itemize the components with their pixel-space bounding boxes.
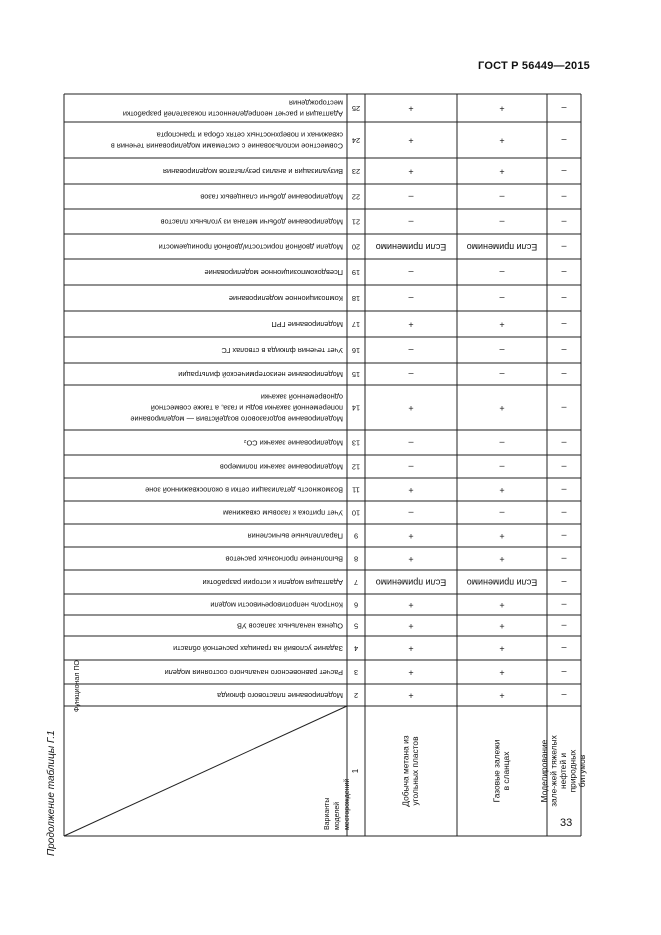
document-standard-header: ГОСТ Р 56449—2015: [478, 60, 590, 72]
row-value: –: [499, 293, 505, 304]
row-value: +: [499, 690, 505, 701]
row-number: 15: [351, 370, 361, 380]
row-value: +: [408, 531, 414, 542]
row-label: Моделирование ГРП: [271, 320, 343, 330]
row-label: Композиционное моделирование: [228, 294, 343, 304]
row-label: Оценка начальных запасов УВ: [236, 621, 343, 631]
row-value: –: [561, 319, 567, 330]
row-label: Моделирование неизотермической фильтрации: [178, 370, 343, 380]
diagonal-label-variants: Варианты: [323, 797, 331, 830]
row-number: 2: [353, 691, 359, 701]
variant-header-line: битумов: [577, 754, 588, 788]
variant-header-line: природных: [567, 749, 578, 793]
row-value: +: [408, 135, 414, 146]
row-value: –: [561, 508, 567, 519]
row-number: 8: [353, 554, 359, 564]
row-label: Моделирование пластового флюида: [217, 691, 343, 701]
row-number: 20: [351, 242, 361, 252]
row-value: +: [499, 643, 505, 654]
row-number: 18: [351, 294, 361, 304]
row-value: +: [499, 600, 505, 611]
row-value: –: [561, 369, 567, 380]
row-value: +: [408, 600, 414, 611]
row-label: Модели двойной пористости/двойной проницаемости: [158, 242, 343, 252]
row-value: –: [561, 217, 567, 228]
row-label: Расчет равновесного начального состояния модели: [164, 668, 343, 678]
row-value: +: [408, 554, 414, 565]
row-number: 14: [351, 403, 361, 413]
header-diagonal: [64, 706, 347, 836]
table-cells: [74, 99, 587, 830]
row-number: 4: [353, 644, 359, 654]
row-label: скважинах и поверхностных сетях сбора и транспорта: [156, 130, 343, 140]
row-label: Моделирование водогазового воздействия — моделирование: [130, 414, 343, 424]
row-value: +: [408, 485, 414, 496]
row-value: +: [408, 643, 414, 654]
row-number: 17: [351, 320, 361, 330]
row-value: –: [408, 217, 414, 228]
row-value: –: [561, 192, 567, 203]
row-value: –: [561, 242, 567, 253]
row-value: Если применимо: [375, 577, 447, 588]
variant-header-line: нефтей и: [558, 752, 569, 790]
row-value: +: [408, 690, 414, 701]
row-label: Возможность детализации сетки в околоскважинной зоне: [145, 485, 343, 495]
row-value: –: [561, 531, 567, 542]
variant-header-2: [491, 739, 511, 802]
row-number: 6: [353, 600, 359, 610]
row-value: –: [561, 621, 567, 632]
diagonal-label-functionality: Функционал ПО: [73, 660, 81, 712]
row-value: +: [408, 403, 414, 414]
row-label: Контроль непротиворечивости модели: [210, 600, 343, 610]
row-value: –: [499, 369, 505, 380]
row-label: Псевдокомпозиционное моделирование: [204, 268, 343, 278]
row-number: 22: [351, 192, 361, 202]
row-value: –: [408, 462, 414, 473]
row-value: +: [499, 667, 505, 678]
variant-header-3: [539, 734, 587, 806]
row-label: Параллельные вычисления: [247, 531, 343, 541]
row-value: +: [499, 531, 505, 542]
row-value: Если применимо: [466, 242, 538, 253]
row-label: Задание условий на границах расчетной области: [173, 644, 343, 654]
row-value: –: [561, 345, 567, 356]
row-number: 13: [351, 438, 361, 448]
row-number: 16: [351, 346, 361, 356]
variant-header-line: Добыча метана из: [400, 735, 411, 807]
row-label: Моделирование закачки полимеров: [219, 462, 343, 472]
row-number: 5: [353, 621, 359, 631]
table-continuation-caption: Продолжение таблицы Г.1: [46, 730, 57, 856]
row-value: +: [499, 554, 505, 565]
row-number: 12: [351, 462, 361, 472]
row-value: –: [499, 192, 505, 203]
row-value: –: [561, 103, 567, 114]
row-value: +: [499, 166, 505, 177]
row-value: –: [408, 293, 414, 304]
row-label: попеременной закачки воды и газа, а также совместной: [150, 403, 343, 413]
row-value: –: [408, 508, 414, 519]
row-value: –: [499, 217, 505, 228]
row-value: –: [561, 485, 567, 496]
row-value: –: [408, 192, 414, 203]
row-number: 3: [353, 668, 359, 678]
row-value: –: [561, 554, 567, 565]
row-number: 9: [353, 531, 359, 541]
row-label: одновременной закачки: [260, 392, 343, 402]
row-number: 21: [351, 217, 361, 227]
row-label: Визуализация и анализ результатов моделирования: [163, 167, 343, 177]
row-value: –: [408, 369, 414, 380]
row-number: 23: [351, 167, 361, 177]
row-label: Учет течения флюида в стволах ГС: [221, 346, 343, 356]
row-label: Выполнение прогнозных расчетов: [225, 554, 343, 564]
row-value: –: [408, 267, 414, 278]
variant-header-line: Моделирование: [539, 739, 550, 803]
row-value: –: [499, 345, 505, 356]
row-value: +: [408, 621, 414, 632]
row-label: Моделирование закачки CO₂: [243, 438, 343, 448]
row-value: –: [499, 508, 505, 519]
row-value: Если применимо: [466, 577, 538, 588]
row-value: –: [561, 577, 567, 588]
row-label: Адаптация модели к истории разработки: [202, 578, 343, 588]
row-number: 25: [351, 104, 361, 114]
row-value: –: [561, 267, 567, 278]
row-value: –: [561, 462, 567, 473]
row-label: Совместное использование с системами моделирования течения в: [110, 141, 343, 151]
row-number: 19: [351, 268, 361, 278]
row-value: –: [499, 267, 505, 278]
row-value: +: [499, 135, 505, 146]
row-value: +: [408, 166, 414, 177]
row-value: –: [561, 403, 567, 414]
row-value: –: [561, 166, 567, 177]
row-value: –: [408, 438, 414, 449]
row-number: 11: [352, 485, 360, 495]
row-value: +: [408, 667, 414, 678]
diagonal-label-variants: моделей: [333, 801, 341, 830]
header-column-number: 1: [351, 768, 361, 774]
row-number: 7: [353, 578, 359, 588]
variant-header-line: в сланцах: [500, 751, 511, 791]
row-value: +: [499, 319, 505, 330]
row-value: –: [408, 345, 414, 356]
row-value: +: [499, 485, 505, 496]
diagonal-label-variants: месторождений: [343, 778, 351, 830]
row-value: +: [408, 103, 414, 114]
row-value: +: [499, 403, 505, 414]
variant-header-line: угольных пластов: [409, 736, 420, 806]
row-value: –: [499, 462, 505, 473]
row-value: –: [561, 135, 567, 146]
variant-header-line: зале-жей тяжелых: [548, 735, 559, 807]
variant-header-line: Газовые залежи: [491, 739, 502, 803]
row-value: +: [499, 621, 505, 632]
row-value: –: [499, 438, 505, 449]
row-value: +: [499, 103, 505, 114]
row-value: –: [561, 690, 567, 701]
row-label: Моделирование добычи метана из угольных пластов: [160, 217, 343, 227]
row-label: Моделирование добычи сланцевых газов: [200, 192, 343, 202]
variant-header-1: [400, 735, 420, 806]
row-value: –: [561, 293, 567, 304]
row-number: 24: [351, 136, 361, 146]
row-value: –: [561, 600, 567, 611]
row-label: Адаптация и расчет неопределенности показателей разработки: [122, 109, 343, 119]
page-number: 33: [560, 817, 573, 829]
row-value: –: [561, 667, 567, 678]
row-number: 10: [351, 508, 361, 518]
row-label: месторождения: [288, 98, 343, 108]
row-value: +: [408, 319, 414, 330]
row-label: Учет притока к газовым скважинам: [223, 508, 343, 518]
row-value: Если применимо: [375, 242, 447, 253]
row-value: –: [561, 438, 567, 449]
row-value: –: [561, 643, 567, 654]
